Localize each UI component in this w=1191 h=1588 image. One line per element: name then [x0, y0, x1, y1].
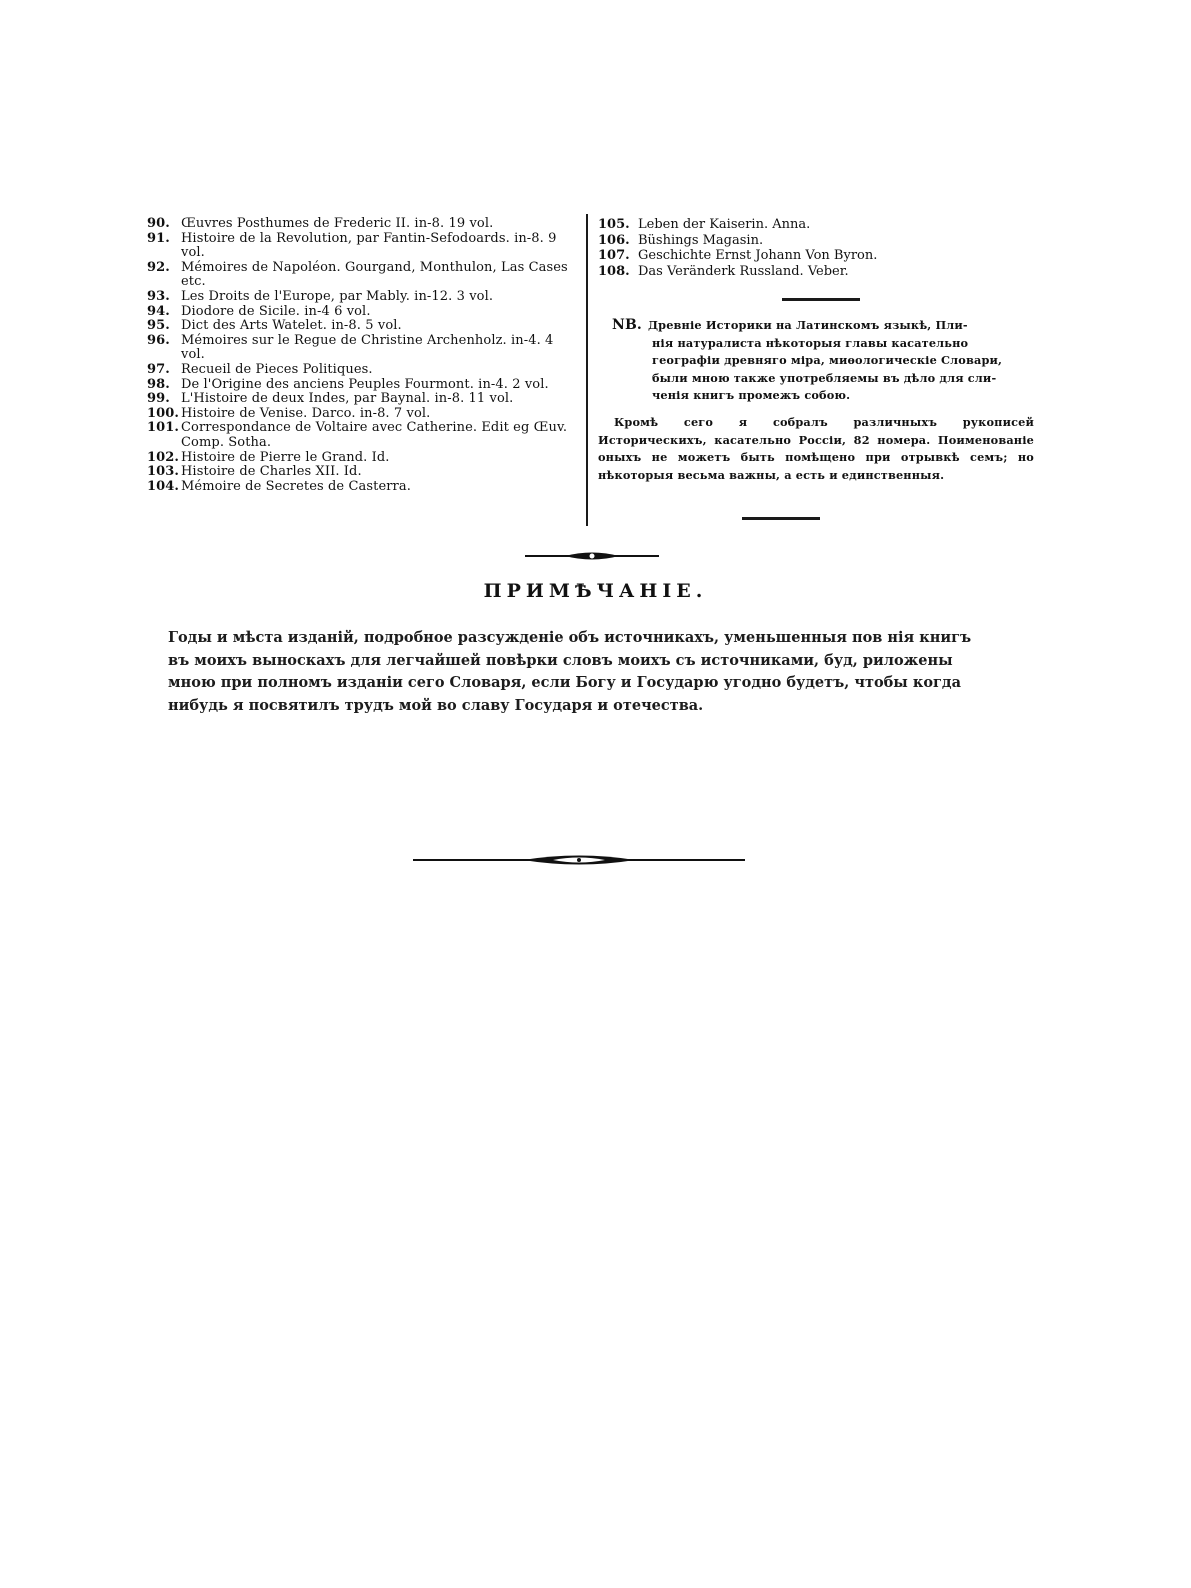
- list-item: [147, 305, 579, 320]
- note-line: нибудь я посвятилъ трудъ мой во славу Государя и отечества.: [168, 696, 704, 714]
- list-item: [147, 378, 579, 393]
- nb-note: [612, 317, 1032, 405]
- column-divider: [586, 214, 588, 526]
- list-item: [147, 407, 579, 422]
- item-text: Correspondance de Voltaire avec Catherine. Edit eg Œuv. Comp. Sotha.: [181, 420, 568, 450]
- list-item: [147, 451, 579, 466]
- item-text: Histoire de Pierre le Grand. Id.: [181, 449, 390, 465]
- item-text: Leben der Kaiserin. Anna.: [638, 217, 811, 232]
- item-number: 91.: [147, 230, 170, 246]
- book-list-left: [147, 217, 579, 494]
- nb-line: географіи древняго міра, миѳологическіе Словари,: [652, 353, 1003, 367]
- item-number: 90.: [147, 216, 170, 231]
- nb-label: NB.: [612, 317, 642, 333]
- list-item: [598, 264, 1038, 280]
- item-text: Büshings Magasin.: [638, 232, 764, 248]
- nb-line: были мною также употребляемы въ дѣло для сли-: [652, 370, 997, 385]
- item-text: Histoire de Charles XII. Id.: [181, 464, 362, 480]
- list-item: [147, 290, 579, 305]
- list-item: [147, 217, 579, 232]
- book-list-right: [598, 217, 1038, 279]
- short-divider: [742, 517, 820, 520]
- note-paragraph: [168, 627, 1030, 717]
- item-text: Dict des Arts Watelet. in-8. 5 vol.: [181, 318, 402, 334]
- item-text: De l'Origine des anciens Peuples Fourmont. in-4. 2 vol.: [181, 376, 549, 392]
- item-text: Mémoire de Secretes de Casterra.: [181, 478, 411, 494]
- list-item: [147, 334, 579, 363]
- list-item: [598, 248, 1038, 264]
- item-text: Les Droits de l'Europe, par Mably. in-12. 3 vol.: [181, 288, 494, 304]
- item-number: 107.: [598, 248, 630, 263]
- list-item: [598, 217, 1038, 233]
- item-text: Recueil de Pieces Politiques.: [181, 361, 373, 377]
- list-item: [147, 421, 579, 450]
- nb-line: нія натуралиста нѣкоторыя главы касательно: [652, 335, 969, 350]
- item-text: Œuvres Posthumes de Frederic II. in-8. 19 vol.: [181, 216, 494, 231]
- item-number: 100.: [147, 405, 180, 421]
- item-text: Histoire de la Revolution, par Fantin-Sefodoards. in-8. 9 vol.: [181, 230, 557, 261]
- item-text: Mémoires de Napoléon. Gourgand, Monthulon, Las Cases etc.: [181, 259, 568, 290]
- item-number: 104.: [147, 478, 180, 494]
- item-text: Das Veränderk Russland. Veber.: [638, 263, 849, 279]
- nb-line: [612, 317, 1032, 335]
- item-number: 93.: [147, 288, 170, 304]
- item-number: 106.: [598, 232, 630, 248]
- item-number: 97.: [147, 361, 170, 377]
- list-item: [147, 319, 579, 334]
- short-divider: [782, 298, 860, 301]
- item-number: 96.: [147, 332, 170, 348]
- note-line: въ моихъ выноскахъ для легчайшей повѣрки словъ моихъ съ источниками, буд, риложены: [168, 651, 953, 669]
- item-number: 105.: [598, 217, 630, 232]
- item-text: Mémoires sur le Regue de Christine Archenholz. in-4. 4 vol.: [181, 332, 554, 363]
- item-number: 102.: [147, 449, 180, 465]
- list-item: [147, 261, 579, 290]
- item-text: Diodore de Sicile. in-4 6 vol.: [181, 303, 371, 319]
- manuscripts-note: Кромѣ сего я собралъ различныхъ рукописей Истoрическихъ, касательно Россіи, 82 номера. Поименованіе оныхъ не можетъ быть помѣщено при отрывкѣ семъ; но нѣкоторыя весьма важны, а есть и единственныя.: [598, 415, 1034, 482]
- item-number: 94.: [147, 303, 170, 319]
- item-number: 98.: [147, 376, 170, 392]
- list-item: [598, 233, 1038, 249]
- list-item: [147, 363, 579, 378]
- list-item: [147, 392, 579, 407]
- section-title: ПРИМѢЧАНІЕ.: [483, 580, 708, 602]
- nb-line: ченія книгъ промежъ собою.: [652, 388, 851, 402]
- item-number: 108.: [598, 263, 630, 279]
- list-item: [147, 480, 579, 495]
- note-line: мною при полномъ изданіи сего Словаря, если Богу и Государю угодно будетъ, чтобы когда: [168, 674, 961, 691]
- nb-text: Древніе Историки на Латинскомъ языкѣ, Пли-: [647, 318, 968, 332]
- item-text: Geschichte Ernst Johann Von Byron.: [638, 248, 878, 263]
- list-item: [147, 465, 579, 480]
- item-number: 101.: [147, 420, 180, 436]
- item-text: Histoire de Venise. Darco. in-8. 7 vol.: [181, 405, 431, 421]
- note-line: Годы и мѣста изданій, подробное разсужденіе объ источникахъ, уменьшенныя пов нія книгъ: [168, 629, 972, 646]
- item-number: 92.: [147, 259, 170, 275]
- item-number: 99.: [147, 391, 170, 407]
- item-number: 95.: [147, 318, 170, 334]
- item-text: L'Histoire de deux Indes, par Baynal. in-8. 11 vol.: [181, 391, 514, 407]
- ornament-divider-bottom: [413, 853, 745, 867]
- list-item: [147, 232, 579, 261]
- item-number: 103.: [147, 464, 180, 480]
- ornament-divider: [525, 550, 659, 562]
